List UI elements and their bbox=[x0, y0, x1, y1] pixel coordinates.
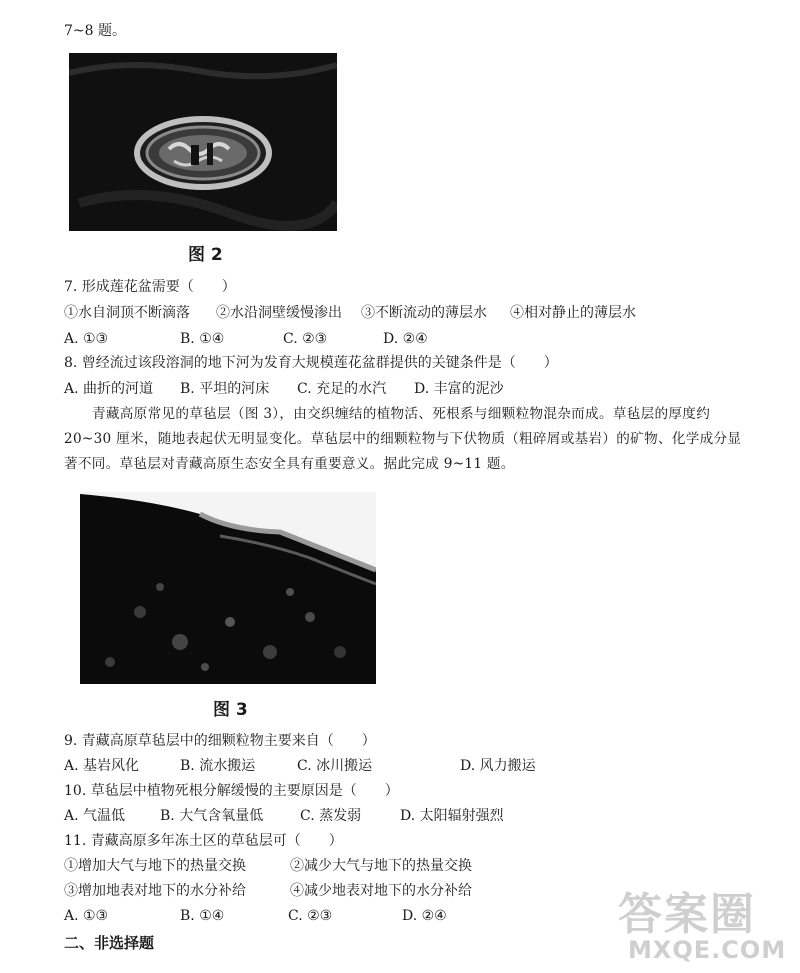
section-2-heading: 二、非选择题 bbox=[64, 934, 155, 952]
q10-option-a: A. 气温低 bbox=[64, 808, 126, 824]
q9-option-a: A. 基岩风化 bbox=[64, 758, 140, 774]
q11-option-b: B. ①④ bbox=[180, 908, 225, 924]
figure-2-image bbox=[69, 53, 337, 231]
figure-3-image bbox=[80, 492, 376, 684]
q7-choice-2: ②水沿洞壁缓慢渗出 bbox=[216, 305, 342, 321]
q8-option-b: B. 平坦的河床 bbox=[180, 381, 270, 397]
figure-3-photo bbox=[80, 492, 376, 684]
q10-stem: 10. 草毡层中植物死根分解缓慢的主要原因是（ ） bbox=[64, 783, 399, 799]
q11-option-c: C. ②③ bbox=[288, 908, 333, 924]
q8-option-a: A. 曲折的河道 bbox=[64, 381, 154, 397]
q7-choice-1: ①水自洞顶不断滴落 bbox=[64, 305, 190, 321]
figure-2-caption: 图 2 bbox=[188, 245, 223, 265]
q9-option-b: B. 流水搬运 bbox=[180, 758, 256, 774]
q7-option-d: D. ②④ bbox=[383, 331, 428, 347]
q7-option-b: B. ①④ bbox=[180, 331, 225, 347]
q8-option-d: D. 丰富的泥沙 bbox=[414, 381, 504, 397]
q11-option-a: A. ①③ bbox=[64, 908, 109, 924]
q11-choice-1: ①增加大气与地下的热量交换 bbox=[64, 858, 246, 874]
q10-option-b: B. 大气含氧量低 bbox=[160, 808, 264, 824]
q11-choice-2: ②减少大气与地下的热量交换 bbox=[290, 858, 472, 874]
q7-choice-3: ③不断流动的薄层水 bbox=[361, 305, 487, 321]
q10-option-c: C. 蒸发弱 bbox=[300, 808, 362, 824]
q9-option-d: D. 风力搬运 bbox=[460, 758, 536, 774]
q9-option-c: C. 冰川搬运 bbox=[297, 758, 373, 774]
passage-text: 青藏高原常见的草毡层（图 3），由交织缠结的植物活、死根系与细颗粒物混杂而成。草毡层的厚度约 20~30 厘米，随地表起伏无明显变化。草毡层中的细颗粒物与下伏物质（粗碎屑或基岩）的矿物、化学成分显著不同。草毡层对青藏高原生态安全具有重要意义。据此完成 9~11 题。 bbox=[64, 406, 742, 472]
watermark-logo-text: 答案圈 bbox=[618, 889, 756, 940]
q7-choice-4: ④相对静止的薄层水 bbox=[510, 305, 636, 321]
q11-choice-4: ④减少地表对地下的水分补给 bbox=[290, 883, 472, 899]
q11-choice-3: ③增加地表对地下的水分补给 bbox=[64, 883, 246, 899]
header-text: 7~8 题。 bbox=[64, 23, 126, 39]
q10-option-d: D. 太阳辐射强烈 bbox=[400, 808, 504, 824]
q8-stem: 8. 曾经流过该段溶洞的地下河为发育大规模莲花盆群提供的关键条件是（ ） bbox=[64, 355, 558, 371]
figure-3-caption: 图 3 bbox=[213, 700, 248, 720]
q8-option-c: C. 充足的水汽 bbox=[297, 381, 387, 397]
q11-option-d: D. ②④ bbox=[402, 908, 447, 924]
q7-option-c: C. ②③ bbox=[283, 331, 328, 347]
q9-stem: 9. 青藏高原草毡层中的细颗粒物主要来自（ ） bbox=[64, 733, 376, 749]
figure-2-photo bbox=[69, 53, 337, 231]
q11-stem: 11. 青藏高原多年冻土区的草毡层可（ ） bbox=[64, 833, 343, 849]
q7-stem: 7. 形成莲花盆需要（ ） bbox=[64, 279, 236, 295]
watermark-url-text: MXQE.COM bbox=[628, 936, 787, 964]
q7-option-a: A. ①③ bbox=[64, 331, 109, 347]
